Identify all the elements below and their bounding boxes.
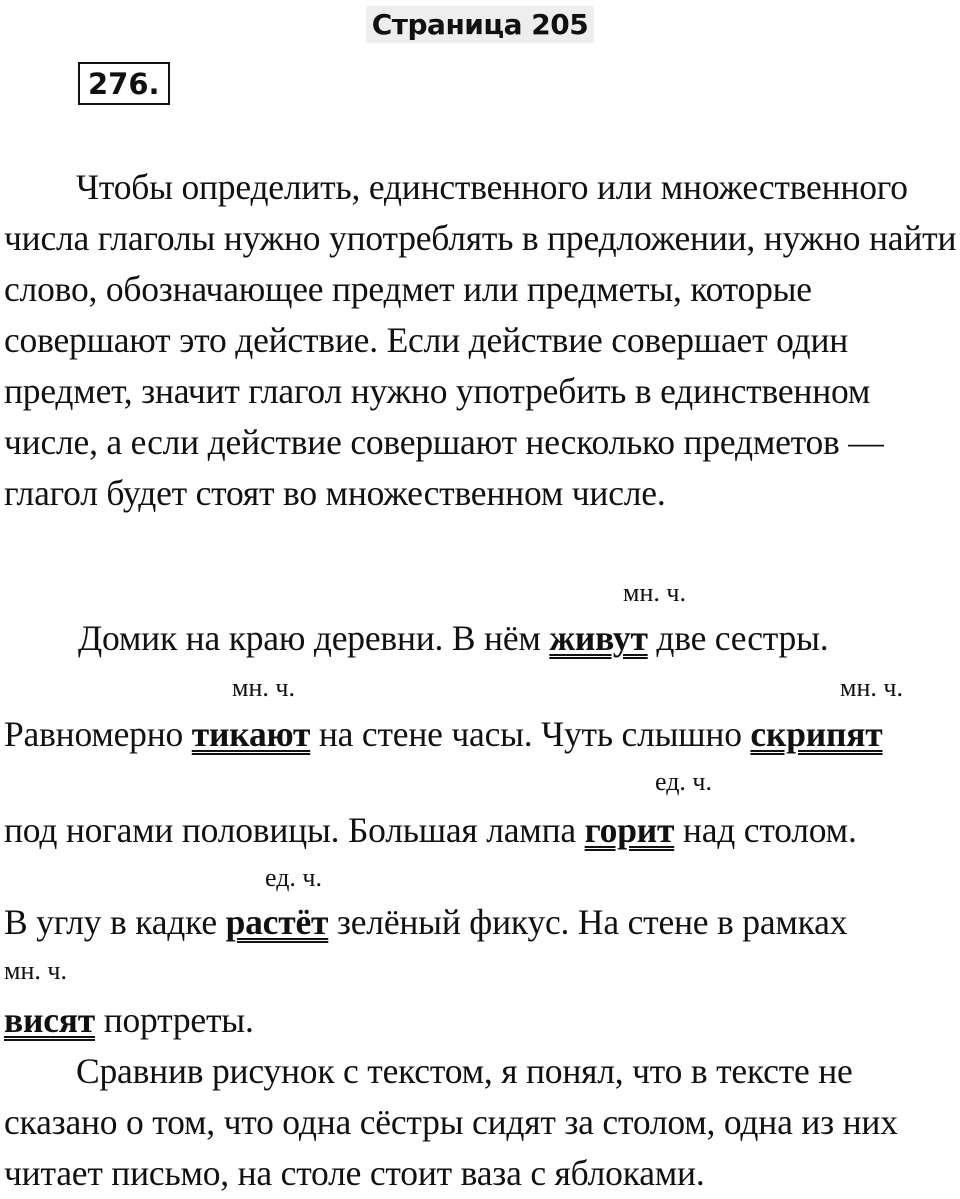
grammar-note: ед. ч. bbox=[655, 767, 713, 796]
page-title: Страница 205 bbox=[366, 6, 595, 43]
exercise-line-1 bbox=[78, 616, 828, 660]
verb-singular: растёт bbox=[225, 902, 329, 942]
verb-singular: горит bbox=[584, 810, 675, 850]
grammar-note: мн. ч. bbox=[232, 673, 295, 702]
line-text: две сестры. bbox=[647, 618, 829, 658]
intro-paragraph: Чтобы определить, единственного или множественного числа глаголы нужно употреблять в предложении, нужно найти слово, обозначающее предмет или предметы, которые совершают это действие. Если действие совершает один предмет, значит глагол нужно употребить в единственном числе, а если действие совершают несколько предметов — глагол будет стоят во множественном числе. bbox=[4, 167, 957, 513]
grammar-note: мн. ч. bbox=[4, 956, 67, 985]
line-text: зелёный фикус. На стене в рамках bbox=[328, 902, 848, 942]
verb-plural: тикают bbox=[191, 714, 311, 754]
conclusion-paragraph: Сравнив рисунок с текстом, я понял, что в тексте не сказано о том, что одна сёстры сидят за столом, одна из них читает письмо, на столе стоит ваза с яблоками. bbox=[4, 1051, 898, 1193]
exercise-line-3 bbox=[4, 808, 857, 852]
line-text: на стене часы. Чуть слышно bbox=[310, 714, 751, 754]
line-text: В углу в кадке bbox=[4, 902, 226, 942]
line-text: Домик на краю деревни. В нём bbox=[78, 618, 550, 658]
grammar-note: мн. ч. bbox=[623, 578, 686, 607]
grammar-note: ед. ч. bbox=[265, 863, 323, 892]
exercise-line-4 bbox=[4, 900, 847, 944]
line-text: под ногами половицы. Большая лампа bbox=[4, 810, 585, 850]
grammar-note: мн. ч. bbox=[840, 673, 903, 702]
exercise-line-5 bbox=[4, 998, 254, 1042]
verb-plural: висят bbox=[4, 1000, 96, 1040]
verb-plural: живут bbox=[549, 618, 648, 658]
line-text: над столом. bbox=[674, 810, 857, 850]
page-header bbox=[0, 6, 960, 43]
task-number-box: 276. bbox=[78, 62, 170, 105]
verb-plural: скрипят bbox=[750, 714, 883, 754]
line-text: портреты. bbox=[95, 1000, 254, 1040]
exercise-line-2 bbox=[4, 712, 883, 756]
line-text: Равномерно bbox=[4, 714, 192, 754]
